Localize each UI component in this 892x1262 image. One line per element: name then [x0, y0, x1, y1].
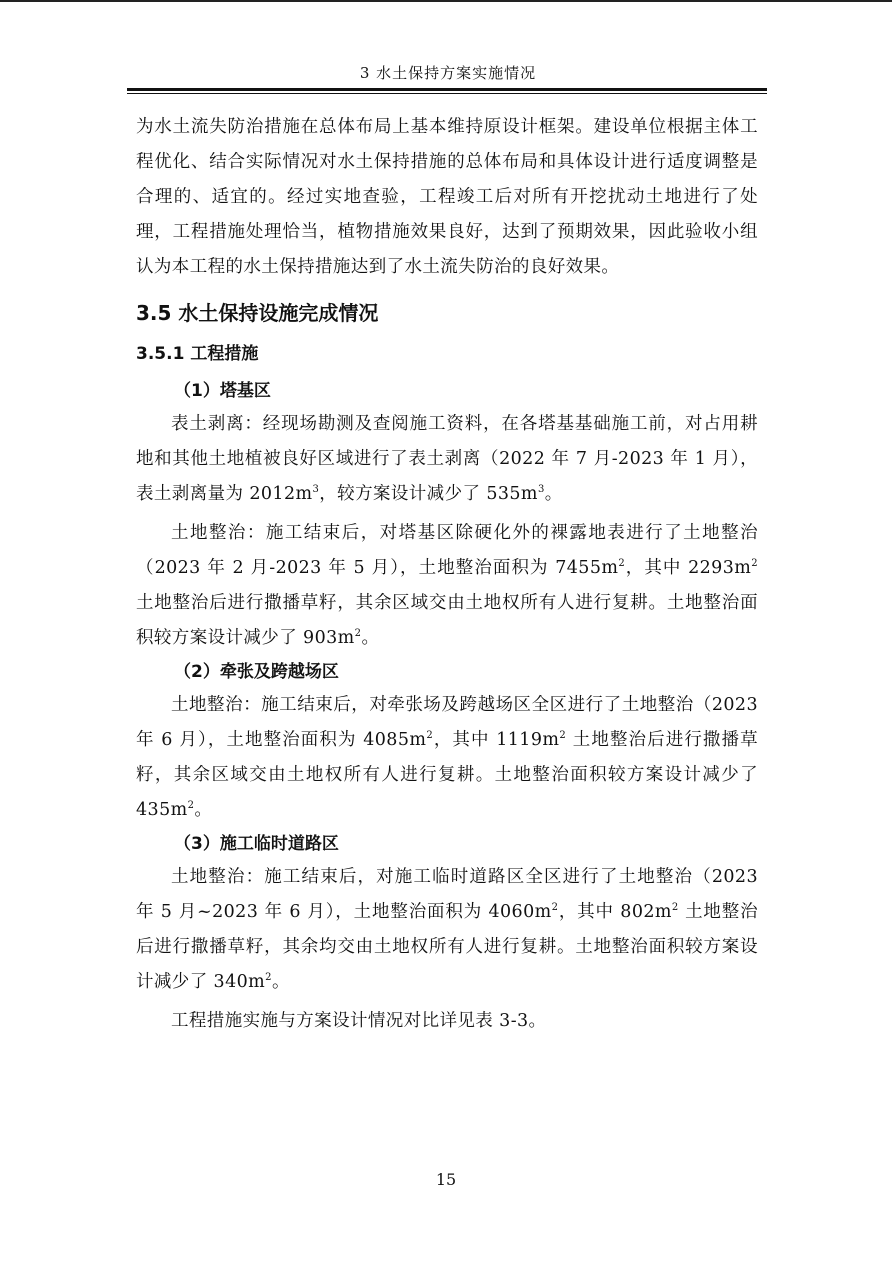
- superscript: 2: [354, 628, 362, 639]
- paragraph-land-leveling-road: [136, 860, 758, 1000]
- text-run: 土地整治：施工结束后，对施工临时道路区全区进行了土地整治（2023 年 5 月~2023 年 6 月），土地整治面积为 4060m: [136, 867, 758, 922]
- superscript: 2: [671, 902, 679, 913]
- text-run: 。: [544, 484, 563, 504]
- text-run: 。: [361, 628, 380, 648]
- item-heading-temporary-road: （3）施工临时道路区: [174, 834, 339, 854]
- paragraph-land-leveling-tower: [136, 516, 758, 656]
- text-run: 土地整治后进行撒播草籽，其余区域交由土地权所有人进行复耕。土地整治面积较方案设计减少了 903m: [136, 593, 758, 648]
- superscript: 2: [751, 558, 758, 569]
- text-run: 表土剥离：经现场勘测及查阅施工资料，在各塔基基础施工前，对占用耕地和其他土地植被良好区域进行了表土剥离（2022 年 7 月-2023 年 1 月），表土剥离量为 2012m: [136, 414, 758, 504]
- paragraph-land-leveling-tension: [136, 688, 758, 828]
- text-run: ，其中 802m: [558, 902, 672, 922]
- header-rule-thick: [127, 88, 767, 91]
- superscript: 3: [312, 484, 320, 495]
- text-run: 土地整治后进行撒播草籽，其余区域交由土地权所有人进行复耕。土地整治面积较方案设计减少了 435m: [136, 730, 758, 820]
- superscript: 2: [551, 902, 559, 913]
- text-run: 土地整治：施工结束后，对牵张场及跨越场区全区进行了土地整治（2023 年 6 月），土地整治面积为 4085m: [136, 695, 758, 750]
- subsection-heading: 3.5.1 工程措施: [136, 344, 259, 364]
- header-rule-thin: [127, 93, 767, 94]
- text-run: 土地整治后进行撒播草籽，其余均交由土地权所有人进行复耕。土地整治面积较方案设计减少了 340m: [136, 902, 759, 992]
- section-heading: 3.5 水土保持设施完成情况: [136, 301, 379, 325]
- item-heading-tower-base: （1）塔基区: [174, 381, 271, 401]
- superscript: 3: [537, 484, 545, 495]
- text-run: ，其中 1119m: [433, 730, 560, 750]
- intro-paragraph: 为水土流失防治措施在总体布局上基本维持原设计框架。建设单位根据主体工程优化、结合实际情况对水土保持措施的总体布局和具体设计进行适度调整是合理的、适宜的。经过实地查验，工程竣工后对所有开挖扰动土地进行了处理，工程措施处理恰当，植物措施效果良好，达到了预期效果，因此验收小组认为本工程的水土保持措施达到了水土流失防治的良好效果。: [136, 117, 758, 277]
- text-run: ，其中 2293m: [625, 558, 752, 578]
- superscript: 2: [426, 730, 434, 741]
- text-run: 。: [194, 800, 213, 820]
- superscript: 2: [187, 800, 195, 811]
- superscript: 2: [618, 558, 626, 569]
- text-run: ，较方案设计减少了 535m: [319, 484, 538, 504]
- text-run: 土地整治：施工结束后，对塔基区除硬化外的裸露地表进行了土地整治（2023 年 2 月-2023 年 5 月），土地整治面积为 7455m: [136, 523, 758, 578]
- superscript: 2: [265, 972, 272, 983]
- paragraph-topsoil-stripping: [136, 407, 758, 512]
- top-border: [0, 0, 892, 2]
- closing-paragraph: 工程措施实施与方案设计情况对比详见表 3-3。: [171, 1011, 547, 1031]
- page-content: [136, 110, 758, 1039]
- text-run: 。: [271, 972, 290, 992]
- item-heading-tension-crossing: （2）牵张及跨越场区: [174, 662, 339, 682]
- superscript: 2: [559, 730, 567, 741]
- running-header: 3 水土保持方案实施情况: [359, 64, 537, 82]
- page-number: 15: [435, 1170, 457, 1189]
